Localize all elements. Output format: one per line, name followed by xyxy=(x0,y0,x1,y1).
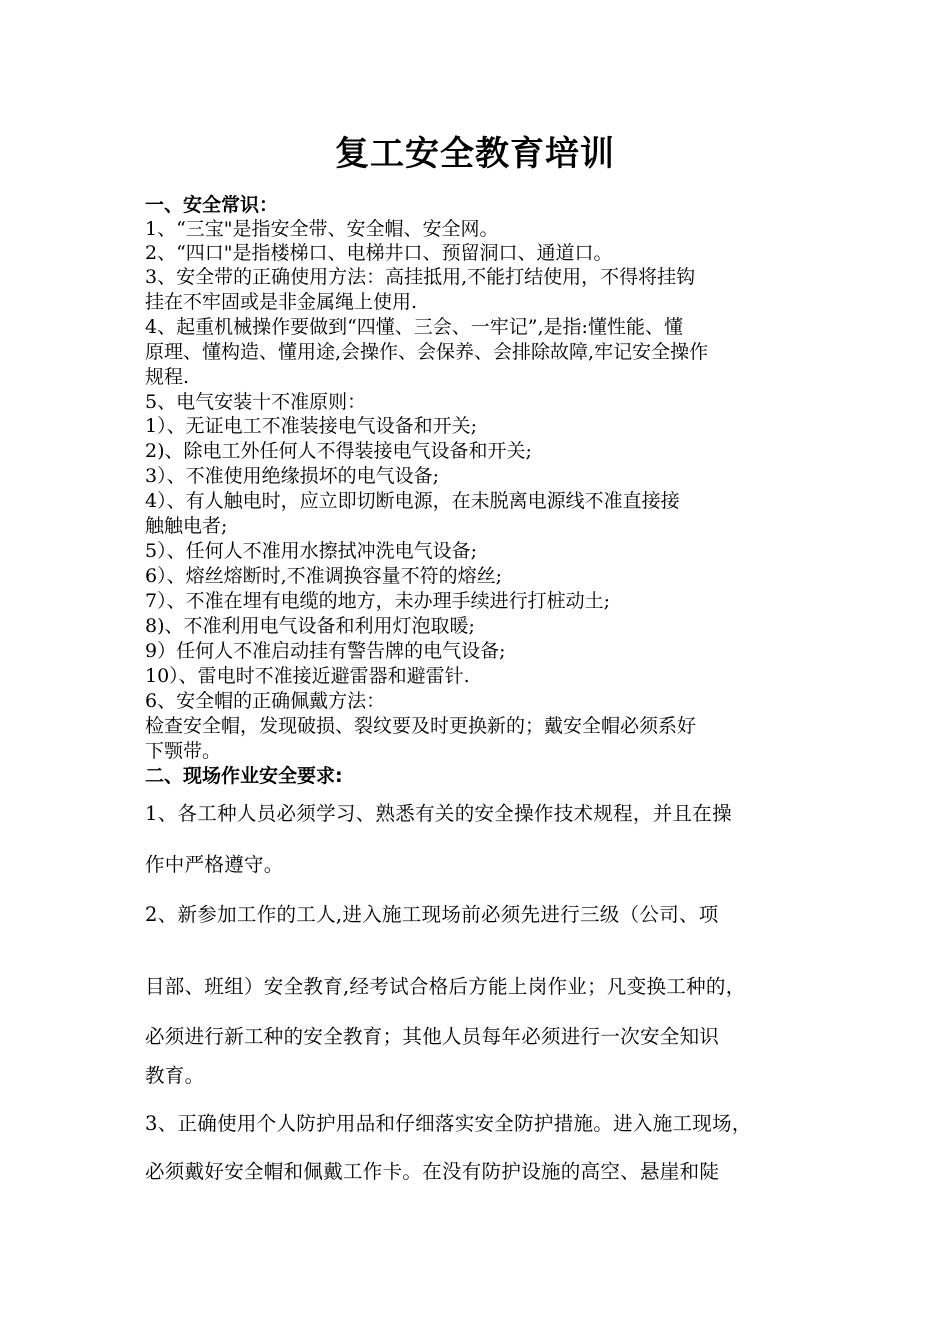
s1-line: 9）任何人不准启动挂有警告牌的电气设备; xyxy=(145,640,506,662)
section2-heading: 二、现场作业安全要求: xyxy=(145,765,343,787)
s1-line: 4、起重机械操作要做到“四懂、三会、一牢记”,是指:懂性能、懂 xyxy=(145,316,683,338)
s1-line: 触触电者; xyxy=(145,515,228,537)
s1-line: 3）、不准使用绝缘损坏的电气设备; xyxy=(145,465,439,487)
s1-line: 5）、任何人不准用水擦拭冲洗电气设备; xyxy=(145,540,477,562)
section1-heading: 一、安全常识： xyxy=(145,194,279,216)
s2-line: 必须进行新工种的安全教育；其他人员每年必须进行一次安全知识 xyxy=(145,1025,720,1048)
s1-line: 4）、有人触电时，应立即切断电源，在未脱离电源线不准直接接 xyxy=(145,490,680,512)
s2-line: 教育。 xyxy=(145,1064,205,1087)
s1-line: 规程. xyxy=(145,366,190,388)
s1-line: 8)、不准利用电气设备和利用灯泡取暖; xyxy=(145,615,475,637)
s1-line: 挂在不牢固或是非金属绳上使用. xyxy=(145,291,418,313)
s2-line: 必须戴好安全帽和佩戴工作卡。在没有防护设施的高空、悬崖和陡 xyxy=(145,1160,720,1183)
s1-line: 2、“四口"是指楼梯口、电梯井口、预留洞口、通道口。 xyxy=(145,242,613,264)
s1-line: 3、安全带的正确使用方法：高挂抵用,不能打结使用，不得将挂钩 xyxy=(145,266,696,288)
s1-line: 5、电气安装十不准原则： xyxy=(145,391,367,413)
s2-line: 3、正确使用个人防护用品和仔细落实安全防护措施。进入施工现场， xyxy=(145,1112,752,1135)
s1-line: 7）、不准在埋有电缆的地方，未办理手续进行打桩动土; xyxy=(145,590,610,612)
s2-line: 作中严格遵守。 xyxy=(145,853,284,876)
s1-line: 2)、除电工外任何人不得装接电气设备和开关; xyxy=(145,440,532,462)
s2-line: 1、各工种人员必须学习、熟悉有关的安全操作技术规程，并且在操 xyxy=(145,802,732,825)
s2-line: 目部、班组）安全教育,经考试合格后方能上岗作业；凡变换工种的， xyxy=(145,975,746,998)
s1-line: 1）、无证电工不准装接电气设备和开关; xyxy=(145,415,477,437)
s1-line: 10）、雷电时不准接近避雷器和避雷针. xyxy=(145,665,470,687)
s1-line: 6、安全帽的正确佩戴方法： xyxy=(145,690,386,712)
s1-line: 6）、熔丝熔断时,不准调换容量不符的熔丝; xyxy=(145,565,503,587)
s1-line: 原理、懂构造、懂用途,会操作、会保养、会排除故障,牢记安全操作 xyxy=(145,341,709,363)
s1-line: 下颚带。 xyxy=(145,740,222,762)
s2-line: 2、新参加工作的工人,进入施工现场前必须先进行三级（公司、项 xyxy=(145,903,719,926)
document-title: 复工安全教育培训 xyxy=(335,134,615,174)
s1-line: 1、“三宝"是指安全带、安全帽、安全网。 xyxy=(145,218,499,240)
s1-line: 检查安全帽，发现破损、裂纹要及时更换新的；戴安全帽必须系好 xyxy=(145,715,697,737)
